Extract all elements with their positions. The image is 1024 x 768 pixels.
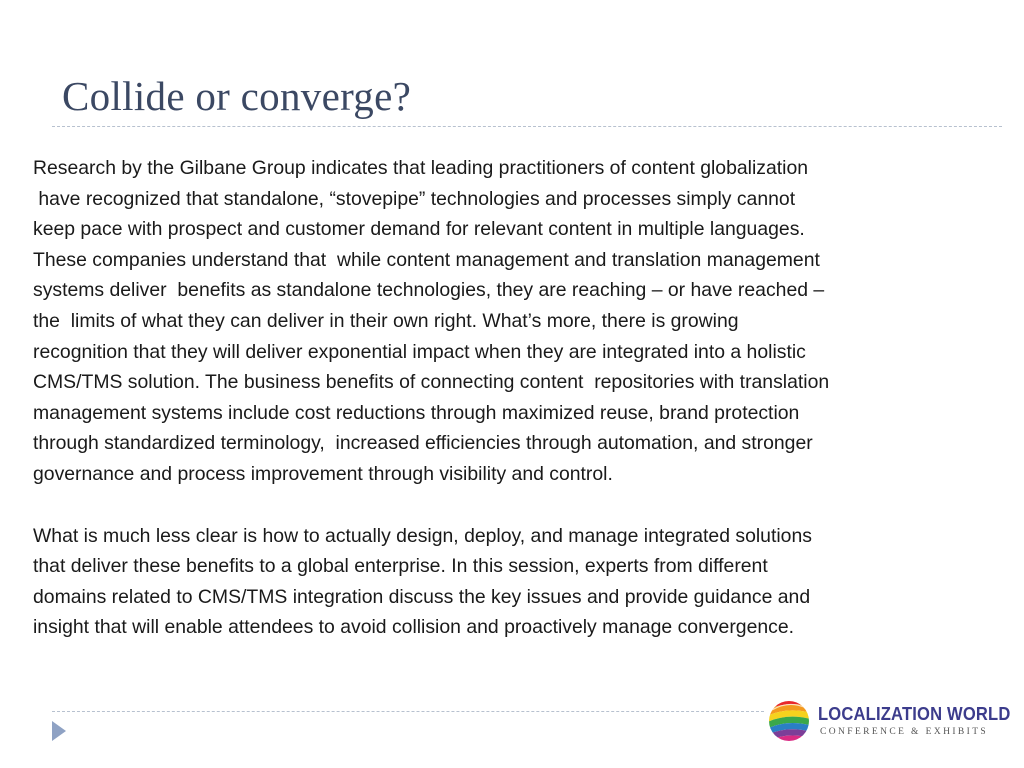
play-arrow-icon[interactable] <box>52 721 66 741</box>
body-line: domains related to CMS/TMS integration discuss the key issues and provide guidance and <box>33 585 811 608</box>
footer-divider <box>52 711 764 712</box>
body-line: insight that will enable attendees to avoid collision and proactively manage convergence. <box>33 616 795 639</box>
body-line: governance and process improvement through visibility and control. <box>33 462 613 485</box>
paragraph-1 <box>33 153 1008 490</box>
body-line: that deliver these benefits to a global enterprise. In this session, experts from different <box>33 555 768 578</box>
body-line: the limits of what they can deliver in their own right. What’s more, there is growing <box>33 309 739 332</box>
body-line: systems deliver benefits as standalone technologies, they are reaching – or have reached – <box>33 279 825 302</box>
globe-icon <box>766 696 812 746</box>
body-line: have recognized that standalone, “stovepipe” technologies and processes simply cannot <box>33 187 796 210</box>
body-line: recognition that they will deliver exponential impact when they are integrated into a holistic <box>33 340 806 363</box>
logo-name: LOCALIZATION WORLD <box>818 704 1011 724</box>
paragraph-gap <box>33 490 1008 521</box>
body-line: What is much less clear is how to actually design, deploy, and manage integrated solutions <box>33 524 812 547</box>
body-line: keep pace with prospect and customer demand for relevant content in multiple languages. <box>33 218 805 241</box>
slide-title: Collide or converge? <box>62 73 412 119</box>
body-line: through standardized terminology, increased efficiencies through automation, and stronger <box>33 432 813 455</box>
title-divider <box>52 126 1002 127</box>
slide-body <box>33 153 1008 643</box>
body-line: CMS/TMS solution. The business benefits of connecting content repositories with translation <box>33 371 830 394</box>
paragraph-2 <box>33 521 1008 643</box>
body-line: Research by the Gilbane Group indicates that leading practitioners of content globalization <box>33 157 809 179</box>
body-line: These companies understand that while content management and translation management <box>33 248 820 271</box>
localization-world-logo <box>766 696 1011 746</box>
body-line: management systems include cost reductions through maximized reuse, brand protection <box>33 401 800 424</box>
globe-band <box>766 736 812 746</box>
logo-subtitle: CONFERENCE & EXHIBITS <box>820 727 989 737</box>
